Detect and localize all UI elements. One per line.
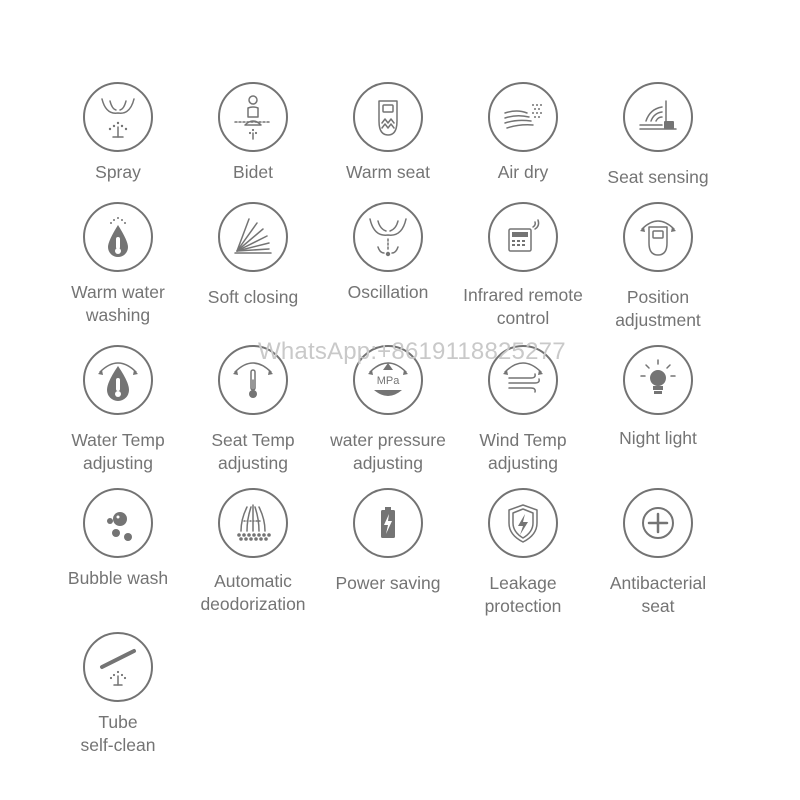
position-adjustment-icon (632, 211, 684, 263)
water-temp-icon (92, 354, 144, 406)
infrared-remote-icon (497, 211, 549, 263)
feature-label: Oscillation (347, 282, 429, 302)
feature-label: water pressure adjusting (330, 430, 446, 473)
feature-label: Wind Temp adjusting (479, 430, 567, 473)
warm-water-washing-icon (92, 211, 144, 263)
seat-sensing-icon-circle (623, 82, 693, 152)
soft-closing-icon (227, 211, 279, 263)
feature-label: Leakage protection (484, 573, 562, 616)
feature-leakage-protection (453, 488, 593, 618)
feature-infrared-remote (453, 202, 593, 330)
leakage-protection-icon-circle (488, 488, 558, 558)
feature-position-adjustment (588, 202, 728, 332)
tube-self-clean-icon-circle (83, 632, 153, 702)
power-saving-icon (362, 497, 414, 549)
feature-label: Bubble wash (67, 568, 169, 588)
feature-night-light (588, 345, 728, 450)
antibacterial-icon-circle (623, 488, 693, 558)
bubble-wash-icon-circle (83, 488, 153, 558)
feature-label: Warm seat (346, 162, 430, 182)
feature-oscillation (318, 202, 458, 304)
leakage-protection-icon (497, 497, 549, 549)
feature-water-temp (48, 345, 188, 475)
bubble-wash-icon (92, 497, 144, 549)
feature-label: Seat sensing (607, 167, 709, 187)
feature-soft-closing (183, 202, 323, 309)
deodorization-icon (227, 497, 279, 549)
oscillation-icon-circle (353, 202, 423, 272)
feature-label: Soft closing (207, 287, 299, 307)
water-temp-icon-circle (83, 345, 153, 415)
feature-tube-self-clean (48, 632, 188, 757)
feature-power-saving (318, 488, 458, 595)
tube-self-clean-icon (92, 641, 144, 693)
antibacterial-icon (632, 497, 684, 549)
feature-spray (48, 82, 188, 184)
spray-icon (92, 91, 144, 143)
feature-label: Air dry (497, 162, 549, 182)
feature-deodorization (183, 488, 323, 616)
feature-warm-seat (318, 82, 458, 184)
infrared-remote-icon-circle (488, 202, 558, 272)
oscillation-icon (362, 211, 414, 263)
feature-label: Bidet (233, 162, 273, 182)
warm-seat-icon (362, 91, 414, 143)
spray-icon-circle (83, 82, 153, 152)
bidet-icon-circle (218, 82, 288, 152)
feature-label: Antibacterial seat (609, 573, 707, 616)
feature-air-dry (453, 82, 593, 184)
seat-sensing-icon (632, 91, 684, 143)
feature-antibacterial (588, 488, 728, 618)
feature-label: Power saving (335, 573, 441, 593)
feature-warm-water-washing (48, 202, 188, 327)
power-saving-icon-circle (353, 488, 423, 558)
feature-label: Warm water washing (71, 282, 165, 325)
deodorization-icon-circle (218, 488, 288, 558)
svg-text:MPa: MPa (376, 375, 400, 387)
warm-water-washing-icon-circle (83, 202, 153, 272)
warm-seat-icon-circle (353, 82, 423, 152)
feature-bidet (183, 82, 323, 184)
feature-label: Seat Temp adjusting (211, 430, 295, 473)
bidet-icon (227, 91, 279, 143)
air-dry-icon-circle (488, 82, 558, 152)
position-adjustment-icon-circle (623, 202, 693, 272)
air-dry-icon (497, 91, 549, 143)
feature-label: Tube self-clean (80, 712, 156, 755)
feature-label: Infrared remote control (463, 285, 583, 328)
night-light-icon-circle (623, 345, 693, 415)
feature-seat-sensing (588, 82, 728, 189)
feature-label: Night light (619, 428, 697, 448)
feature-bubble-wash (48, 488, 188, 590)
night-light-icon (632, 354, 684, 406)
watermark-text: WhatsApp:+8619118825277 (258, 338, 566, 365)
feature-label: Water Temp adjusting (71, 430, 165, 473)
feature-label: Position adjustment (615, 287, 701, 330)
feature-label: Spray (95, 162, 141, 182)
feature-label: Automatic deodorization (200, 571, 306, 614)
soft-closing-icon-circle (218, 202, 288, 272)
